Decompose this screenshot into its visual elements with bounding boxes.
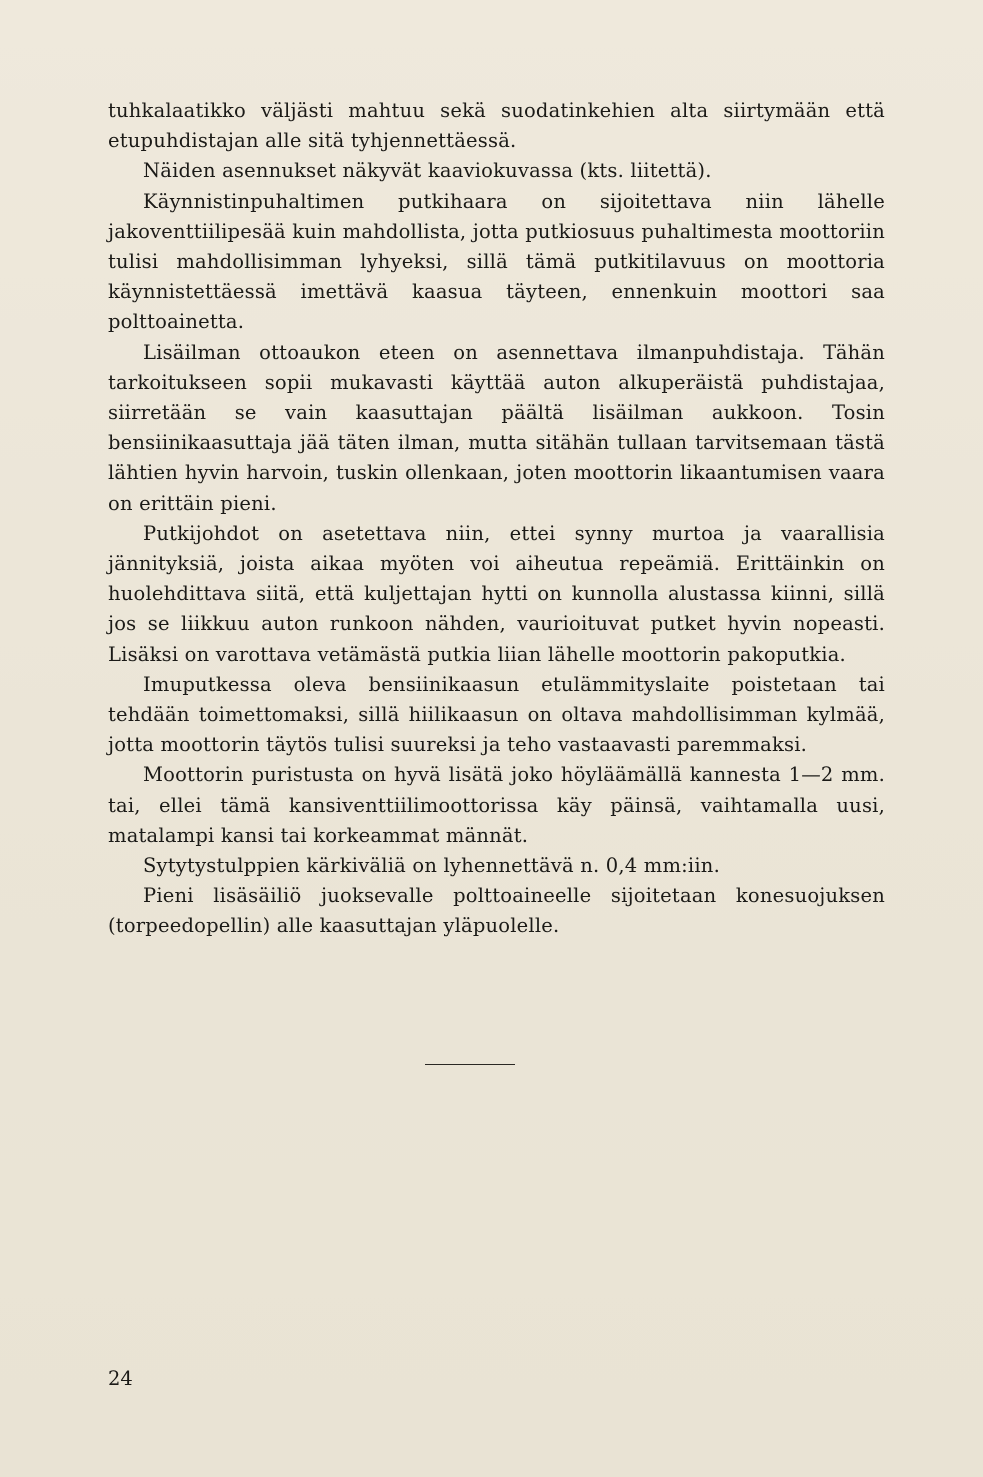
page-number: 24 xyxy=(108,1367,133,1390)
paragraph-8: Sytytystulppien kärkiväliä on lyhennettävä n. 0,4 mm:iin. xyxy=(143,854,720,878)
paragraph-1: tuhkalaatikko väljästi mahtuu sekä suodatinkehien alta siirtymään että etupuhdistajan alle sitä tyhjennettäessä. xyxy=(108,99,885,153)
paragraph-9: Pieni lisäsäiliö juoksevalle polttoaineelle sijoitetaan konesuojuksen (torpeedopellin) alle kaasuttajan yläpuolelle. xyxy=(108,884,885,938)
paragraph-4: Lisäilman ottoaukon eteen on asennettava ilmanpuhdistaja. Tähän tarkoitukseen sopii mukavasti käyttää auton alkuperäistä puhdistajaa, siirretään se vain kaasuttajan päältä lisäilman aukkoon. Tosin bensiinikaasuttaja jää täten ilman, mutta sitähän tullaan tarvitsemaan tästä lähtien hyvin harvoin, tuskin ollenkaan, joten moottorin likaantumisen vaara on erittäin pieni. xyxy=(108,340,885,515)
section-divider xyxy=(425,1064,515,1065)
paragraph-2: Näiden asennukset näkyvät kaaviokuvassa (kts. liitettä). xyxy=(143,159,712,183)
paragraph-7: Moottorin puristusta on hyvä lisätä joko höyläämällä kannesta 1—2 mm. tai, ellei tämä kansiventtiilimoottorissa käy päinsä, vaihtamalla uusi, matalampi kansi tai korkeammat männät. xyxy=(108,763,885,847)
body-text xyxy=(108,96,885,942)
paragraph-6: Imuputkessa oleva bensiinikaasun etulämmityslaite poistetaan tai tehdään toimettomaksi, sillä hiilikaasun on oltava mahdollisimman kylmää, jotta moottorin täytös tulisi suureksi ja teho vastaavasti paremmaksi. xyxy=(108,672,885,757)
paragraph-3: Käynnistinpuhaltimen putkihaara on sijoitettava niin lähelle jakoventtiilipesää kuin mahdollista, jotta putkiosuus puhaltimesta moottoriin tulisi mahdollisimman lyhyeksi, sillä tämä putkitilavuus on moottoria käynnistettäessä imettävä kaasua täyteen, ennenkuin moottori saa polttoainetta. xyxy=(108,189,885,334)
paragraph-5: Putkijohdot on asetettava niin, ettei synny murtoa ja vaarallisia jännityksiä, joista aikaa myöten voi aiheutua repeämiä. Erittäinkin on huolehdittava siitä, että kuljettajan hytti on kunnolla alustassa kiinni, sillä jos se liikkuu auton runkoon nähden, vaurioituvat putket hyvin nopeasti. Lisäksi on varottava vetämästä putkia liian lähelle moottorin pakoputkia. xyxy=(108,521,885,666)
